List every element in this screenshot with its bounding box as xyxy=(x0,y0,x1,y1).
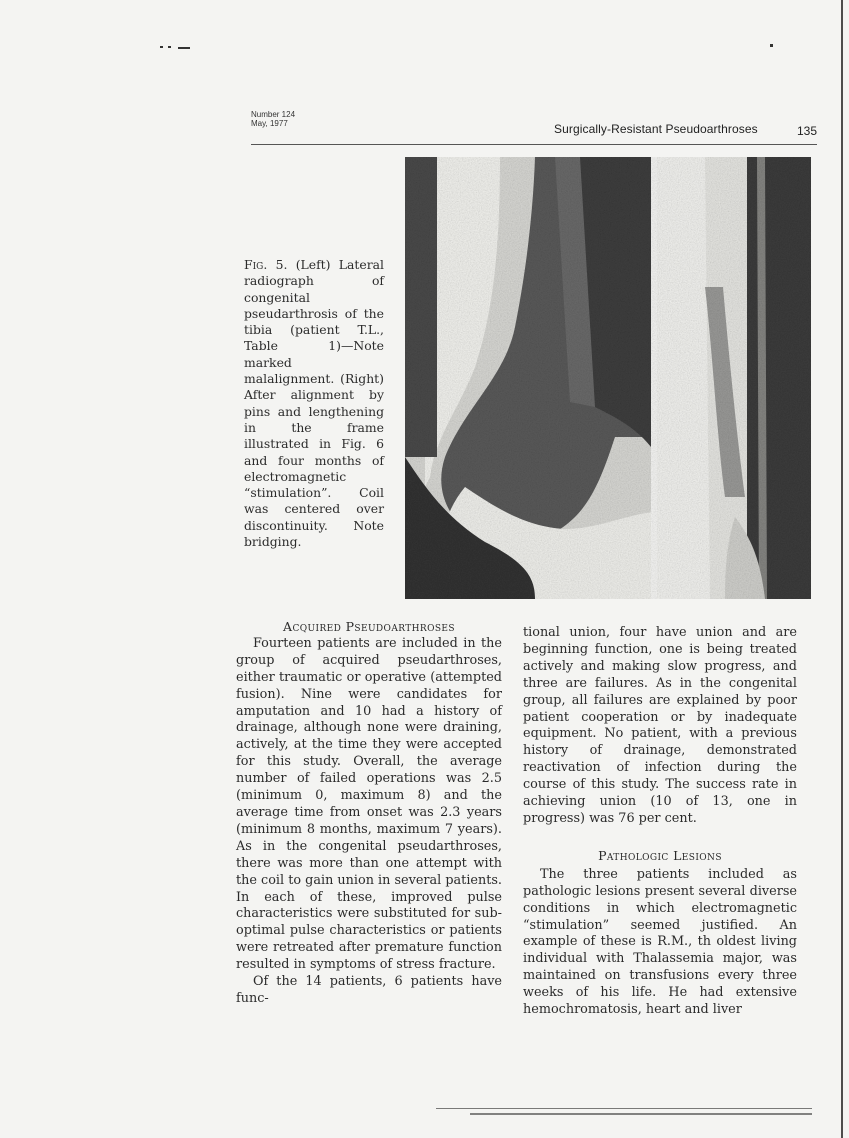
radiograph-image xyxy=(405,157,811,599)
issue-date: May, 1977 xyxy=(251,119,288,128)
left-column xyxy=(236,619,502,1008)
paragraph: Of the 14 patients, 6 patients have func- xyxy=(236,974,502,1006)
running-title: Surgically-Resistant Pseudoarthroses xyxy=(554,122,758,136)
scan-speck xyxy=(178,47,190,49)
right-column xyxy=(523,625,797,1019)
paragraph: Fourteen patients are included in the group of acquired pseudarthroses, either traumatic or operative (attempted fusion). Nine were candidates for amputation and 10 had a history of drainage, although none were draining, actively, at the time they were accepted for this study. Overall, the average number of failed operations was 2.5 (minimum 0, maximum 8) and the average time from onset was 2.3 years (minimum 8 months, maximum 7 years). As in the congenital pseudarthroses, there was more than one attempt with the coil to gain union in several patients. In each of these, improved pulse characteristics were substituted for sub-optimal pulse characteristics or patients were retreated after premature function resulted in symptoms of stress fracture. xyxy=(236,635,502,973)
issue-number: Number 124 xyxy=(251,110,296,119)
figure-label: Fig. 5. xyxy=(244,257,288,272)
bottom-scan-mark xyxy=(470,1113,812,1115)
section-heading-pathologic: Pathologic Lesions xyxy=(598,847,722,863)
figure-caption xyxy=(244,257,384,550)
scan-speck xyxy=(168,46,171,48)
header-rule xyxy=(251,144,817,145)
figure-caption-text: (Left) Lateral radiograph of congenital pseudarthrosis of the tibia (patient T.L., Table 1)—Note marked malalignment. (Right) After alignment by pins and lengthening in the frame illustrated in Fig. 6 and four months of electromagnetic “stimulation”. Coil was centered over discontinuity. Note bridging. xyxy=(244,257,384,550)
scan-speck xyxy=(770,44,773,47)
page-edge-shadow xyxy=(841,0,843,1138)
issue-info xyxy=(251,110,295,128)
radiograph-figure xyxy=(405,157,811,599)
bottom-scan-mark xyxy=(436,1108,812,1109)
section-heading-acquired: Acquired Pseudoarthroses xyxy=(283,619,455,634)
paragraph: The three patients included as pathologic lesions present several diverse conditions in which electromagnetic “stimulation” seemed justified. An example of these is R.M., th oldest living individual with Thalassemia major, was maintained on transfusions every three weeks of his life. He had extensive hemochromatosis, heart and liver xyxy=(523,866,797,1018)
page-number: 135 xyxy=(797,124,818,138)
paragraph: tional union, four have union and are beginning function, one is being treated actively and making slow progress, and three are failures. As in the congenital group, all failures are explained by poor patient cooperation or by inadequate equipment. No patient, with a previous history of drainage, demonstrated reactivation of infection during the course of this study. The success rate in achieving union (10 of 13, one in progress) was 76 per cent. xyxy=(523,625,797,826)
scan-speck xyxy=(160,46,163,48)
